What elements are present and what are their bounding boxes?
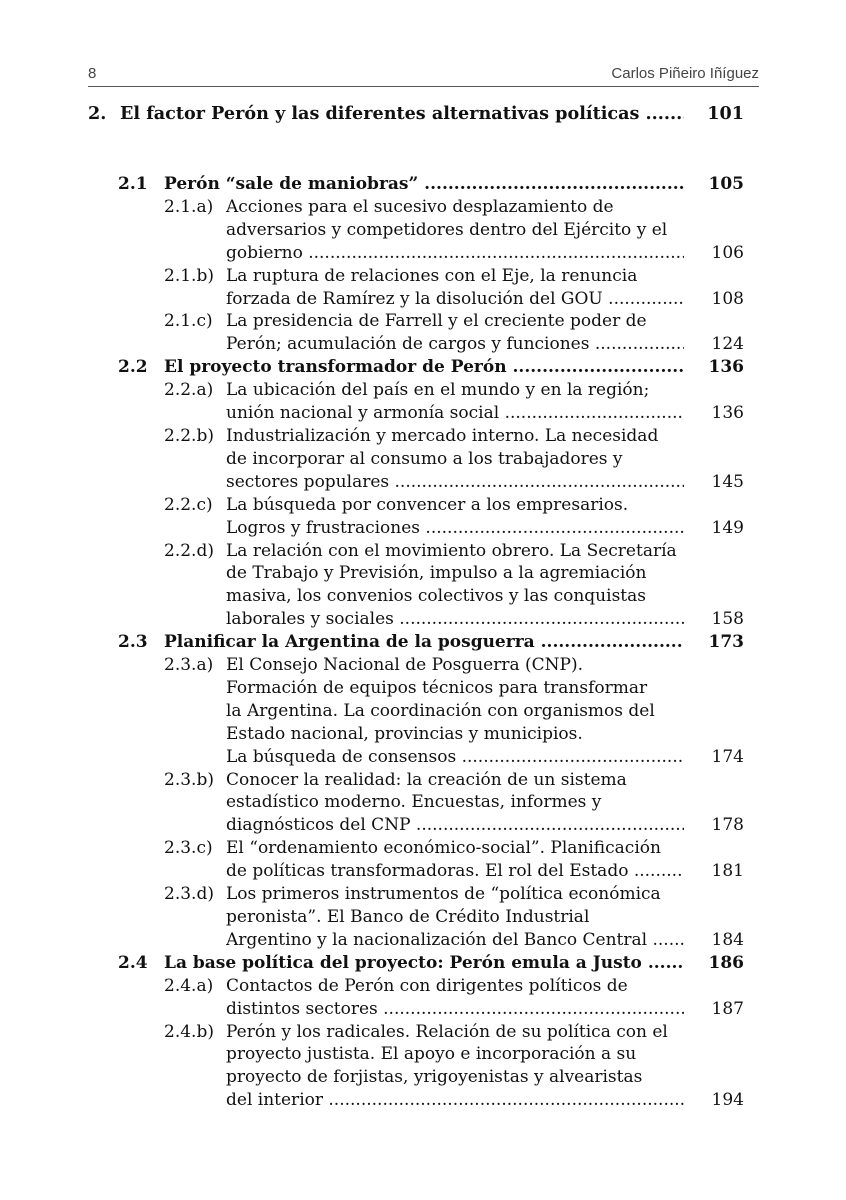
toc-entry-page: 181 — [711, 861, 744, 882]
toc-entry-line: masiva, los convenios colectivos y las conquistas — [226, 586, 646, 607]
toc-entry-line: Conocer la realidad: la creación de un sistema — [226, 769, 627, 790]
toc-entry-line: de Trabajo y Previsión, impulso a la agremiación — [226, 563, 647, 584]
page-number: 8 — [88, 65, 97, 82]
toc-entry-section — [88, 631, 744, 654]
toc-entry-line: estadístico moderno. Encuestas, informes y — [226, 792, 602, 813]
toc-entry-page: 108 — [711, 288, 744, 309]
toc-entry-page: 194 — [711, 1090, 744, 1111]
toc-entry-line: proyecto justista. El apoyo e incorporación a su — [226, 1044, 637, 1065]
toc-entry-line: Los primeros instrumentos de “política económica — [226, 884, 661, 905]
toc-entry-line: La ruptura de relaciones con el Eje, la renuncia — [226, 265, 638, 286]
toc-entry-number: 2.1.c) — [164, 311, 213, 332]
toc-entry-page: 186 — [708, 952, 744, 973]
toc-entry-page: 174 — [711, 746, 744, 767]
toc-entry-page: 136 — [708, 357, 744, 378]
toc-entry-sub — [88, 310, 744, 356]
toc-entry-number: 2.2 — [118, 357, 148, 378]
toc-entry-line: Estado nacional, provincias y municipios. — [226, 723, 583, 744]
toc-entry-page: 178 — [711, 815, 744, 836]
toc-entry-sub — [88, 196, 744, 265]
toc-entry-line: Contactos de Perón con dirigentes políticos de — [226, 975, 628, 996]
toc-entry-line: El “ordenamiento económico-social”. Planificación — [226, 838, 661, 859]
toc-entry-title: Logros y frustraciones ..... — [226, 517, 684, 540]
toc-entry-page: 106 — [711, 242, 744, 263]
toc-entry-title: El proyecto transformador de Perón ..... — [164, 356, 684, 379]
toc-entry-page: 124 — [711, 334, 744, 355]
toc-entry-title: sectores populares ..... — [226, 471, 684, 494]
toc-entry-title: Argentino y la nacionalización del Banco Central ..... — [226, 929, 684, 952]
toc-entry-title: distintos sectores ..... — [226, 998, 684, 1021]
toc-entry-sub — [88, 975, 744, 1021]
toc-entry-sub — [88, 425, 744, 494]
toc-entry-line: peronista”. El Banco de Crédito Industrial — [226, 907, 590, 927]
toc-entry-page: 105 — [708, 174, 744, 194]
toc-entry-title: diagnósticos del CNP ..... — [226, 814, 684, 837]
toc-entry-line: La búsqueda por convencer a los empresarios. — [226, 494, 629, 515]
toc-entry-number: 2. — [88, 103, 107, 124]
toc-entry-sub — [88, 540, 744, 632]
toc-entry-number: 2.4.b) — [164, 1021, 214, 1042]
toc-entry-chapter — [88, 102, 744, 126]
toc-entry-line: proyecto de forjistas, yrigoyenistas y alvearistas — [226, 1067, 643, 1088]
toc-entry-number: 2.3.c) — [164, 838, 213, 859]
toc-entry-page: 173 — [708, 632, 744, 653]
toc-entry-title: forzada de Ramírez y la disolución del GOU ..... — [226, 288, 684, 311]
running-header — [88, 64, 759, 87]
toc-entry-line: Formación de equipos técnicos para transformar — [226, 677, 648, 698]
toc-entry-number: 2.3.a) — [164, 655, 214, 676]
toc-entry-line: Acciones para el sucesivo desplazamiento de — [226, 196, 614, 217]
toc-entry-number: 2.3 — [118, 632, 148, 653]
toc-entry-number: 2.3.b) — [164, 769, 214, 790]
toc-entry-line: La ubicación del país en el mundo y en la región; — [226, 380, 650, 401]
toc-entry-section — [88, 356, 744, 379]
toc-entry-section — [88, 952, 744, 975]
toc-entry-line: la Argentina. La coordinación con organismos del — [226, 700, 655, 721]
running-header-author: Carlos Piñeiro Iñíguez — [611, 65, 759, 82]
toc-entry-sub — [88, 379, 744, 425]
toc-entry-number: 2.3.d) — [164, 884, 214, 905]
toc-entry-title: de políticas transformadoras. El rol del Estado ..... — [226, 860, 684, 883]
toc-entry-section — [88, 173, 744, 196]
toc-entry-title: La base política del proyecto: Perón emula a Justo ..... — [164, 952, 684, 975]
toc-entry-page: 158 — [711, 609, 744, 630]
toc-entry-number: 2.1 — [118, 174, 148, 194]
toc-entry-line: Perón y los radicales. Relación de su política con el — [226, 1021, 668, 1042]
toc-entry-number: 2.1.a) — [164, 196, 214, 217]
toc-entry-sub — [88, 265, 744, 311]
toc-entry-number: 2.4 — [118, 952, 148, 973]
toc-entry-sub — [88, 769, 744, 838]
toc-entry-line: adversarios y competidores dentro del Ejército y el — [226, 219, 668, 240]
toc-entry-page: 136 — [711, 403, 744, 424]
toc-entry-page: 187 — [711, 998, 744, 1019]
toc-entry-title: La búsqueda de consensos ..... — [226, 746, 684, 769]
toc-entry-sub — [88, 494, 744, 540]
toc-entry-title: El factor Perón y las diferentes alternativas políticas ..... — [120, 102, 684, 126]
toc-entry-sub — [88, 883, 744, 952]
toc-entry-page: 184 — [711, 929, 744, 950]
toc-entry-page: 101 — [707, 103, 744, 124]
toc-entry-number: 2.2.b) — [164, 425, 214, 446]
toc-entry-number: 2.1.b) — [164, 265, 214, 286]
toc-entry-title: Planificar la Argentina de la posguerra ..... — [164, 631, 684, 654]
toc-entry-sub — [88, 654, 744, 769]
toc-entry-number: 2.2.c) — [164, 494, 213, 515]
toc-entry-page: 145 — [711, 471, 744, 492]
table-of-contents — [88, 102, 744, 1112]
toc-entry-line: La relación con el movimiento obrero. La Secretaría — [226, 540, 677, 561]
toc-entry-title: Perón; acumulación de cargos y funciones ..... — [226, 333, 684, 356]
toc-entry-page: 149 — [711, 517, 744, 538]
toc-entry-line: de incorporar al consumo a los trabajadores y — [226, 448, 623, 469]
toc-entry-line: El Consejo Nacional de Posguerra (CNP). — [226, 655, 583, 676]
toc-entry-title: del interior ..... — [226, 1089, 684, 1112]
spacer — [88, 150, 744, 173]
toc-entry-title: unión nacional y armonía social ..... — [226, 402, 684, 425]
toc-entry-sub — [88, 1021, 744, 1113]
toc-entry-line: Industrialización y mercado interno. La necesidad — [226, 425, 659, 446]
toc-entry-title: gobierno ..... — [226, 242, 684, 265]
toc-entry-number: 2.2.a) — [164, 380, 214, 401]
toc-entry-title: laborales y sociales ..... — [226, 608, 684, 631]
toc-entry-number: 2.2.d) — [164, 540, 214, 561]
toc-entry-line: La presidencia de Farrell y el creciente poder de — [226, 311, 647, 332]
toc-entry-sub — [88, 837, 744, 883]
toc-entry-title: Perón “sale de maniobras” ..... — [164, 173, 684, 196]
toc-entry-number: 2.4.a) — [164, 975, 214, 996]
